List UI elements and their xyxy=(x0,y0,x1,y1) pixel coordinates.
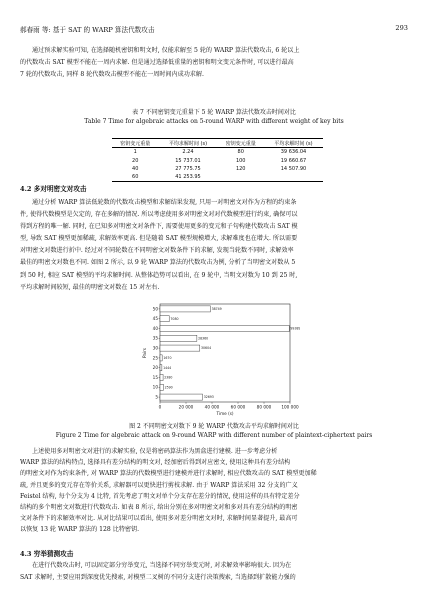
table-cell: 39 636.04 xyxy=(280,149,307,156)
x-tick-label: 40 000 xyxy=(204,404,220,410)
text-line: 文对条件下的求解效率对比. 从对比结果可以看出, 使用多对差分明密文对时, 求解时间显著提升, 最高可 xyxy=(20,515,298,523)
bar-data-label: 30604 xyxy=(200,346,212,351)
y-tick-label: 35 xyxy=(152,335,158,341)
text-line: 的代数攻击 SAT 模型不能在一周内求解. 但是通过选择低重量的密钥和明文变元条件时, 可以进行最高 xyxy=(20,59,294,67)
column-header: 密钥变元重量 xyxy=(217,139,263,148)
text-line: 上述使用多对明密文对进行的求解实验, 仅是将密码算法作为黑盒进行建模. 进一步考虑分析 xyxy=(32,448,278,455)
table-row xyxy=(112,165,323,173)
table-cell xyxy=(264,173,323,182)
table-cell: 20 xyxy=(132,157,139,164)
y-tick-label: 30 xyxy=(152,345,158,351)
post-figure-paragraph xyxy=(20,446,408,536)
y-tick-label: 40 xyxy=(152,325,158,331)
page-number: 293 xyxy=(395,24,408,32)
x-axis-label: Time (s) xyxy=(216,411,234,416)
table-cell: 60 xyxy=(112,173,158,182)
x-tick-label: 60 000 xyxy=(230,404,246,410)
text-line: 型, 导致 SAT 模型更加稀疏, 求解效率更高. 但是随着 SAT 模型规模增大, 求解难度也在增大. 所以需要 xyxy=(20,235,298,243)
column-header: 平均求解时间 (s) xyxy=(264,139,323,148)
text-line: 疏, 并且更多的变元存在等价关系, 求解器可以更快进行剪枝求解. 由于 WARP 算法采用 32 分支的广义 xyxy=(20,481,298,489)
y-tick-label: 10 xyxy=(152,384,158,390)
x-tick-label: 80 000 xyxy=(256,404,272,410)
text-line: 以恢复 13 轮 WARP 算法的 128 比特密钥. xyxy=(20,526,140,534)
section-4-2-paragraph xyxy=(20,197,408,294)
table-row xyxy=(112,157,323,165)
bar-data-label: 1670 xyxy=(163,356,172,360)
bar xyxy=(160,394,203,400)
bar xyxy=(160,306,210,312)
figure-2-caption-cn: 图 2 不同明密文对数下 9 轮 WARP 代数攻击平均求解时间对比 xyxy=(129,423,299,430)
bar-data-label: 28360 xyxy=(198,336,209,341)
running-header-authors: 郝春雨 等: 基于 SAT 的 WARP 算法代数攻击 xyxy=(20,26,155,34)
bar-data-label: 2590 xyxy=(164,385,173,390)
table-cell xyxy=(217,173,263,182)
running-header xyxy=(20,24,408,36)
intro-paragraph xyxy=(20,45,408,82)
text-line: WARP 算法的结构特点, 选择具有差分结构的明文对, 经加密后得到对应密文, 使用这种具有差分结构 xyxy=(20,459,291,467)
text-line: Feistel 结构, 每个分支为 4 比特, 首先考虑了明文对单个分支存在差分的情况, 使用这样的具有特定差分 xyxy=(20,492,300,500)
plot-frame xyxy=(160,304,290,402)
text-line: SAT 求解时, 主要应用到深度优先搜索, 对模型二叉树的不同分支进行决策搜索, 当选择到扩散能力强的 xyxy=(20,574,296,581)
bar-data-label: 2380 xyxy=(164,375,173,380)
y-axis-label: Pairs xyxy=(142,348,147,358)
text-line: 平均求解时间较短, 最佳的明密文对数在 15 对左右. xyxy=(20,283,160,291)
figure-2-caption-en: Figure 2 Time for algebraic attack on 9-round WARP with different number of plaintext-ciphertext pairs xyxy=(55,432,373,439)
bar xyxy=(160,325,289,331)
table-cell: 1 xyxy=(133,149,137,156)
y-tick-label: 15 xyxy=(152,374,158,380)
section-4-2-heading: 4.2 多对明密文对攻击 xyxy=(20,185,87,193)
text-line: 对明密文对数进行折中. 经过对不同轮数在不同明密文对数条件下的求解, 发现当轮数不同时, 求解效率 xyxy=(20,247,294,255)
text-line: 结构的多个明密文对数进行代数攻击. 如表 8 所示, 给出分别在多对明密文对和多对具有差分结构的明密 xyxy=(20,504,298,512)
table-cell: 19 660.67 xyxy=(280,157,307,164)
text-line: 最佳的明密文对数也不同. 如图 2 所示, 以 9 轮 WARP 算法的代数攻击为例, 分析了当明密文对数从 5 xyxy=(20,259,296,267)
figure-2-chart xyxy=(140,298,300,422)
text-line: 的明密文对作为约束条件, 对 WARP 算法的代数模型进行建模并进行求解时, 相应代数攻击的 SAT 模型更加稀 xyxy=(20,470,317,478)
bar xyxy=(160,355,162,361)
text-line: 到 50 时, 相应 SAT 模型的平均求解时间. 从整体趋势可以看出, 在 9 轮中, 当明文对数为 10 到 25 时, xyxy=(20,271,298,279)
y-tick-label: 20 xyxy=(152,365,158,371)
text-line: 得到方程的唯一解. 同时, 在已知多对明密文对条件下, 需要使用更多的变元和子句构建代数攻击 SAT 模 xyxy=(20,223,298,231)
text-line: 通过分析 WARP 算法低轮数的代数攻击模型和求解结果发现, 只用一对明密文对作为方程的约束条 xyxy=(32,199,297,206)
bar-data-label: 1444 xyxy=(163,365,172,370)
section-4-3-paragraph xyxy=(20,560,408,584)
bar-data-label: 7080 xyxy=(170,316,179,321)
table-cell: 2.24 xyxy=(182,149,194,156)
bar-data-label: 38749 xyxy=(211,307,222,311)
table7-caption-en: Table 7 Time for algebraic attacks on 5-round WARP with different weight of key bits xyxy=(84,118,344,125)
table7 xyxy=(112,138,323,182)
table-cell: 14 507.90 xyxy=(280,166,307,173)
text-line: 在进行代数攻击时, 可以固定部分穷举变元, 当选择不同穷举变元时, 对求解效率影响很大. 因为在 xyxy=(32,562,292,569)
table-cell: 41 253.95 xyxy=(158,173,217,182)
bar-chart-svg xyxy=(140,298,300,418)
table-cell: 100 xyxy=(235,157,246,164)
x-tick-label: 20 000 xyxy=(178,404,194,410)
y-tick-label: 45 xyxy=(152,316,158,322)
table-row xyxy=(112,173,323,182)
bar xyxy=(160,365,162,371)
column-header: 平均求解时间 (s) xyxy=(158,139,217,148)
table7-caption-cn: 表 7 不同密钥变元重量下 5 轮 WARP 算法代数攻击时间对比 xyxy=(132,109,296,116)
table-cell: 120 xyxy=(235,166,246,173)
column-header: 密钥变元重量 xyxy=(112,139,158,148)
y-tick-label: 5 xyxy=(155,394,158,400)
x-tick-label: 100 000 xyxy=(281,404,299,410)
x-tick-label: 0 xyxy=(158,404,162,410)
table-header-row xyxy=(112,139,323,148)
table-cell: 15 737.01 xyxy=(175,157,201,164)
text-line: 通过预求解实验可知, 在选择随机密钥和明文时, 仅能求解至 5 轮的 WARP 算法代数攻击, 6 轮以上 xyxy=(32,47,300,54)
bar-data-label: 32693 xyxy=(203,395,214,400)
bar xyxy=(160,384,163,390)
bar xyxy=(160,335,197,341)
bar-data-label: 99389 xyxy=(290,326,300,331)
bar xyxy=(160,374,163,380)
table-cell: 40 xyxy=(132,166,139,173)
bar xyxy=(160,345,200,351)
table-cell: 27 775.75 xyxy=(175,166,201,173)
y-tick-label: 50 xyxy=(152,306,158,312)
section-4-3-heading: 4.3 穷举猜测攻击 xyxy=(20,550,74,558)
table-row xyxy=(112,148,323,157)
bar xyxy=(160,316,169,322)
y-tick-label: 25 xyxy=(152,355,158,361)
table-cell: 80 xyxy=(237,149,244,156)
text-line: 件, 使得代数模型是欠定的, 存在多解的情况. 所以考虑使用多对明密文对对代数模型进行约束, 确保可以 xyxy=(20,211,298,219)
text-line: 7 轮的代数攻击, 同样 8 轮代数攻击模型不能在一周时间内成功求解. xyxy=(20,71,204,79)
